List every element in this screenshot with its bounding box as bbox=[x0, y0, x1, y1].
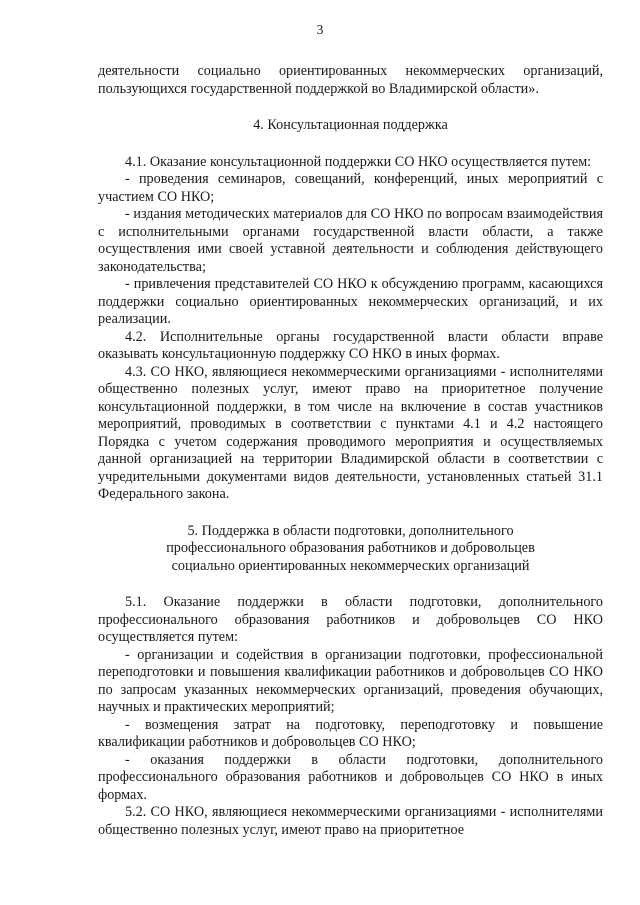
list-item: - проведения семинаров, совещаний, конференций, иных мероприятий с участием СО НКО; bbox=[98, 171, 603, 205]
section-5-heading-line: социально ориентированных некоммерческих организаций bbox=[171, 557, 530, 574]
paragraph-4-3: 4.3. СО НКО, являющиеся некоммерческими организациями - исполнителями общественно полезных услуг, имеют право на приоритетное получение консультационной поддержки, в том числе на включение в состав участников мероприятий, проводимых в соответствии с пунктами 4.1 и 4.2 настоящего Порядка с учетом содержания проводимого мероприятия и осуществляемых данной организацией на территории Владимирской области в соответствии с учредительными документами видов деятельности, установленных статьей 31.1 Федерального закона. bbox=[98, 363, 603, 502]
paragraph-4-2: 4.2. Исполнительные органы государственной власти области вправе оказывать консультационную поддержку СО НКО в иных формах. bbox=[98, 328, 603, 362]
section-5-heading-line: 5. Поддержка в области подготовки, дополнительного bbox=[187, 522, 514, 539]
section-4-heading: 4. Консультационная поддержка bbox=[253, 117, 448, 133]
list-item: - издания методических материалов для СО НКО по вопросам взаимодействия с исполнительными органами государственной власти области, а также осуществления ими своей уставной деятельности и соблюдения действующего законодательства; bbox=[98, 206, 603, 275]
page-number: 3 bbox=[316, 22, 324, 37]
intro-paragraph: деятельности социально ориентированных некоммерческих организаций, пользующихся государственной поддержкой во Владимирской области». bbox=[98, 63, 603, 97]
list-item: - организации и содействия в организации подготовки, профессиональной переподготовки и повышения квалификации работников и добровольцев СО НКО по запросам указанных некоммерческих организаций, проведения обучающих, научных и практических мероприятий; bbox=[98, 646, 603, 715]
list-item: - привлечения представителей СО НКО к обсуждению программ, касающихся поддержки социально ориентированных некоммерческих организаций, и их реализации. bbox=[98, 276, 603, 327]
list-item: - оказания поддержки в области подготовки, дополнительного профессионального образования работников и добровольцев СО НКО в иных формах. bbox=[98, 751, 603, 803]
paragraph-5-2: 5.2. СО НКО, являющиеся некоммерческими организациями - исполнителями общественно полезных услуг, имеют право на приоритетное bbox=[98, 804, 603, 838]
paragraph-4-1: 4.1. Оказание консультационной поддержки СО НКО осуществляется путем: bbox=[125, 153, 592, 170]
list-item: - возмещения затрат на подготовку, переподготовку и повышение квалификации работников и добровольцев СО НКО; bbox=[98, 716, 603, 750]
section-5-heading-line: профессионального образования работников и добровольцев bbox=[166, 540, 535, 556]
document-body bbox=[98, 63, 603, 839]
paragraph-5-1: 5.1. Оказание поддержки в области подготовки, дополнительного профессионального образования работников и добровольцев СО НКО осуществляется путем: bbox=[98, 594, 603, 645]
